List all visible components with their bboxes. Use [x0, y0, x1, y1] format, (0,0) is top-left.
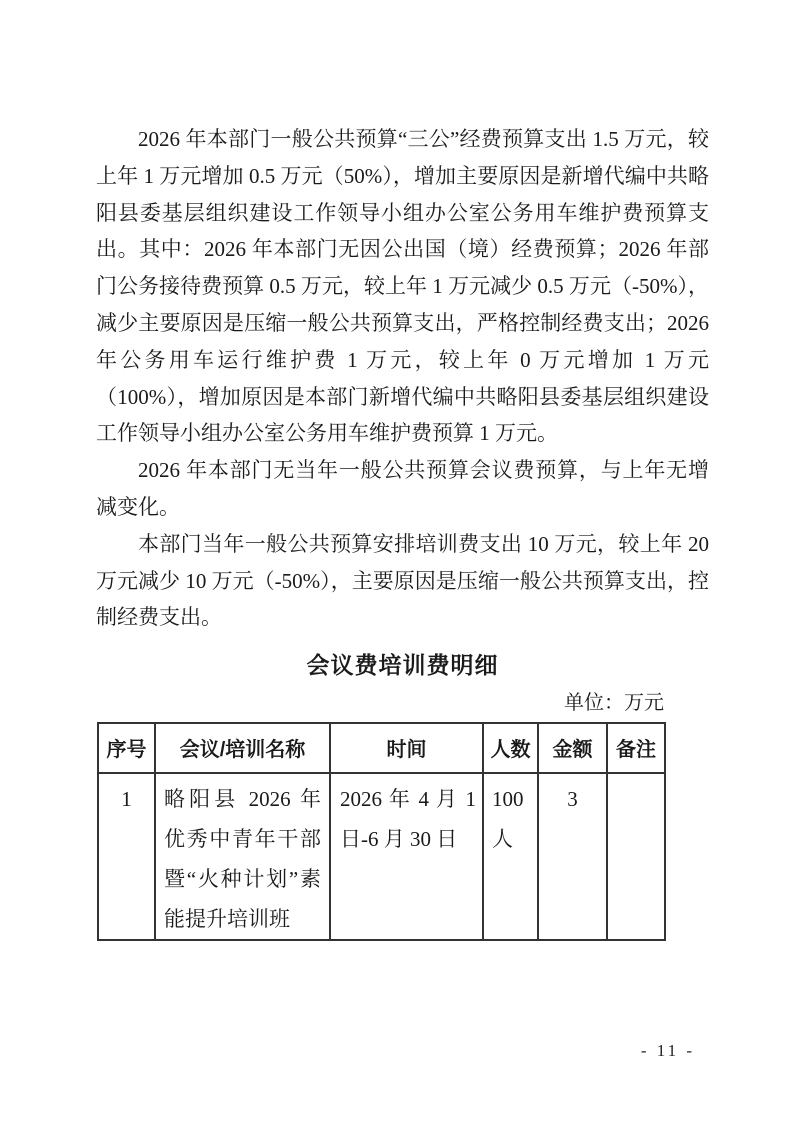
col-header-name: 会议/培训名称 — [155, 723, 330, 773]
paragraph-meeting-fee-note: 2026 年本部门无当年一般公共预算会议费预算，与上年无增减变化。 — [96, 458, 709, 519]
cell-name: 略阳县 2026 年优秀中青年干部暨“火种计划”素能提升培训班 — [155, 773, 330, 940]
paragraph-training-fee-note: 本部门当年一般公共预算安排培训费支出 10 万元，较上年 20 万元减少 10 万元（-50%），主要原因是压缩一般公共预算支出，控制经费支出。 — [96, 531, 709, 630]
col-header-amount: 金额 — [538, 723, 607, 773]
col-header-time: 时间 — [330, 723, 483, 773]
cell-seq: 1 — [98, 773, 155, 940]
col-header-people: 人数 — [483, 723, 538, 773]
cell-remark — [607, 773, 665, 940]
unit-label: 单位：万元 — [564, 691, 664, 714]
col-header-seq: 序号 — [98, 723, 155, 773]
table-header-row — [98, 723, 665, 773]
cell-people: 100 人 — [483, 773, 538, 940]
col-header-remark: 备注 — [607, 723, 665, 773]
table-row — [98, 773, 665, 940]
paragraph-sangong-budget: 2026 年本部门一般公共预算“三公”经费预算支出 1.5 万元，较上年 1 万元增加 0.5 万元（50%），增加主要原因是新增代编中共略阳县委基层组织建设工作领导小组办公室公务用车维护费预算支出。其中：2026 年本部门无因公出国（境）经费预算；2026 年部门公务接待费预算 0.5 万元，较上年 1 万元减少 0.5 万元（-50%），减少主要原因是压缩一般公共预算支出，严格控制经费支出；2026 年公务用车运行维护费 1 万元，较上年 0 万元增加 1 万元（100%），增加原因是本部门新增代编中共略阳县委基层组织建设工作领导小组办公室公务用车维护费预算 1 万元。 — [96, 127, 709, 446]
meeting-training-detail-table — [97, 722, 666, 941]
table-title: 会议费培训费明细 — [306, 653, 499, 679]
cell-time: 2026 年 4 月 1 日-6 月 30 日 — [330, 773, 483, 940]
document-body — [96, 121, 709, 941]
table-container — [97, 690, 666, 941]
cell-amount: 3 — [538, 773, 607, 940]
page-number: - 11 - — [640, 1041, 696, 1060]
